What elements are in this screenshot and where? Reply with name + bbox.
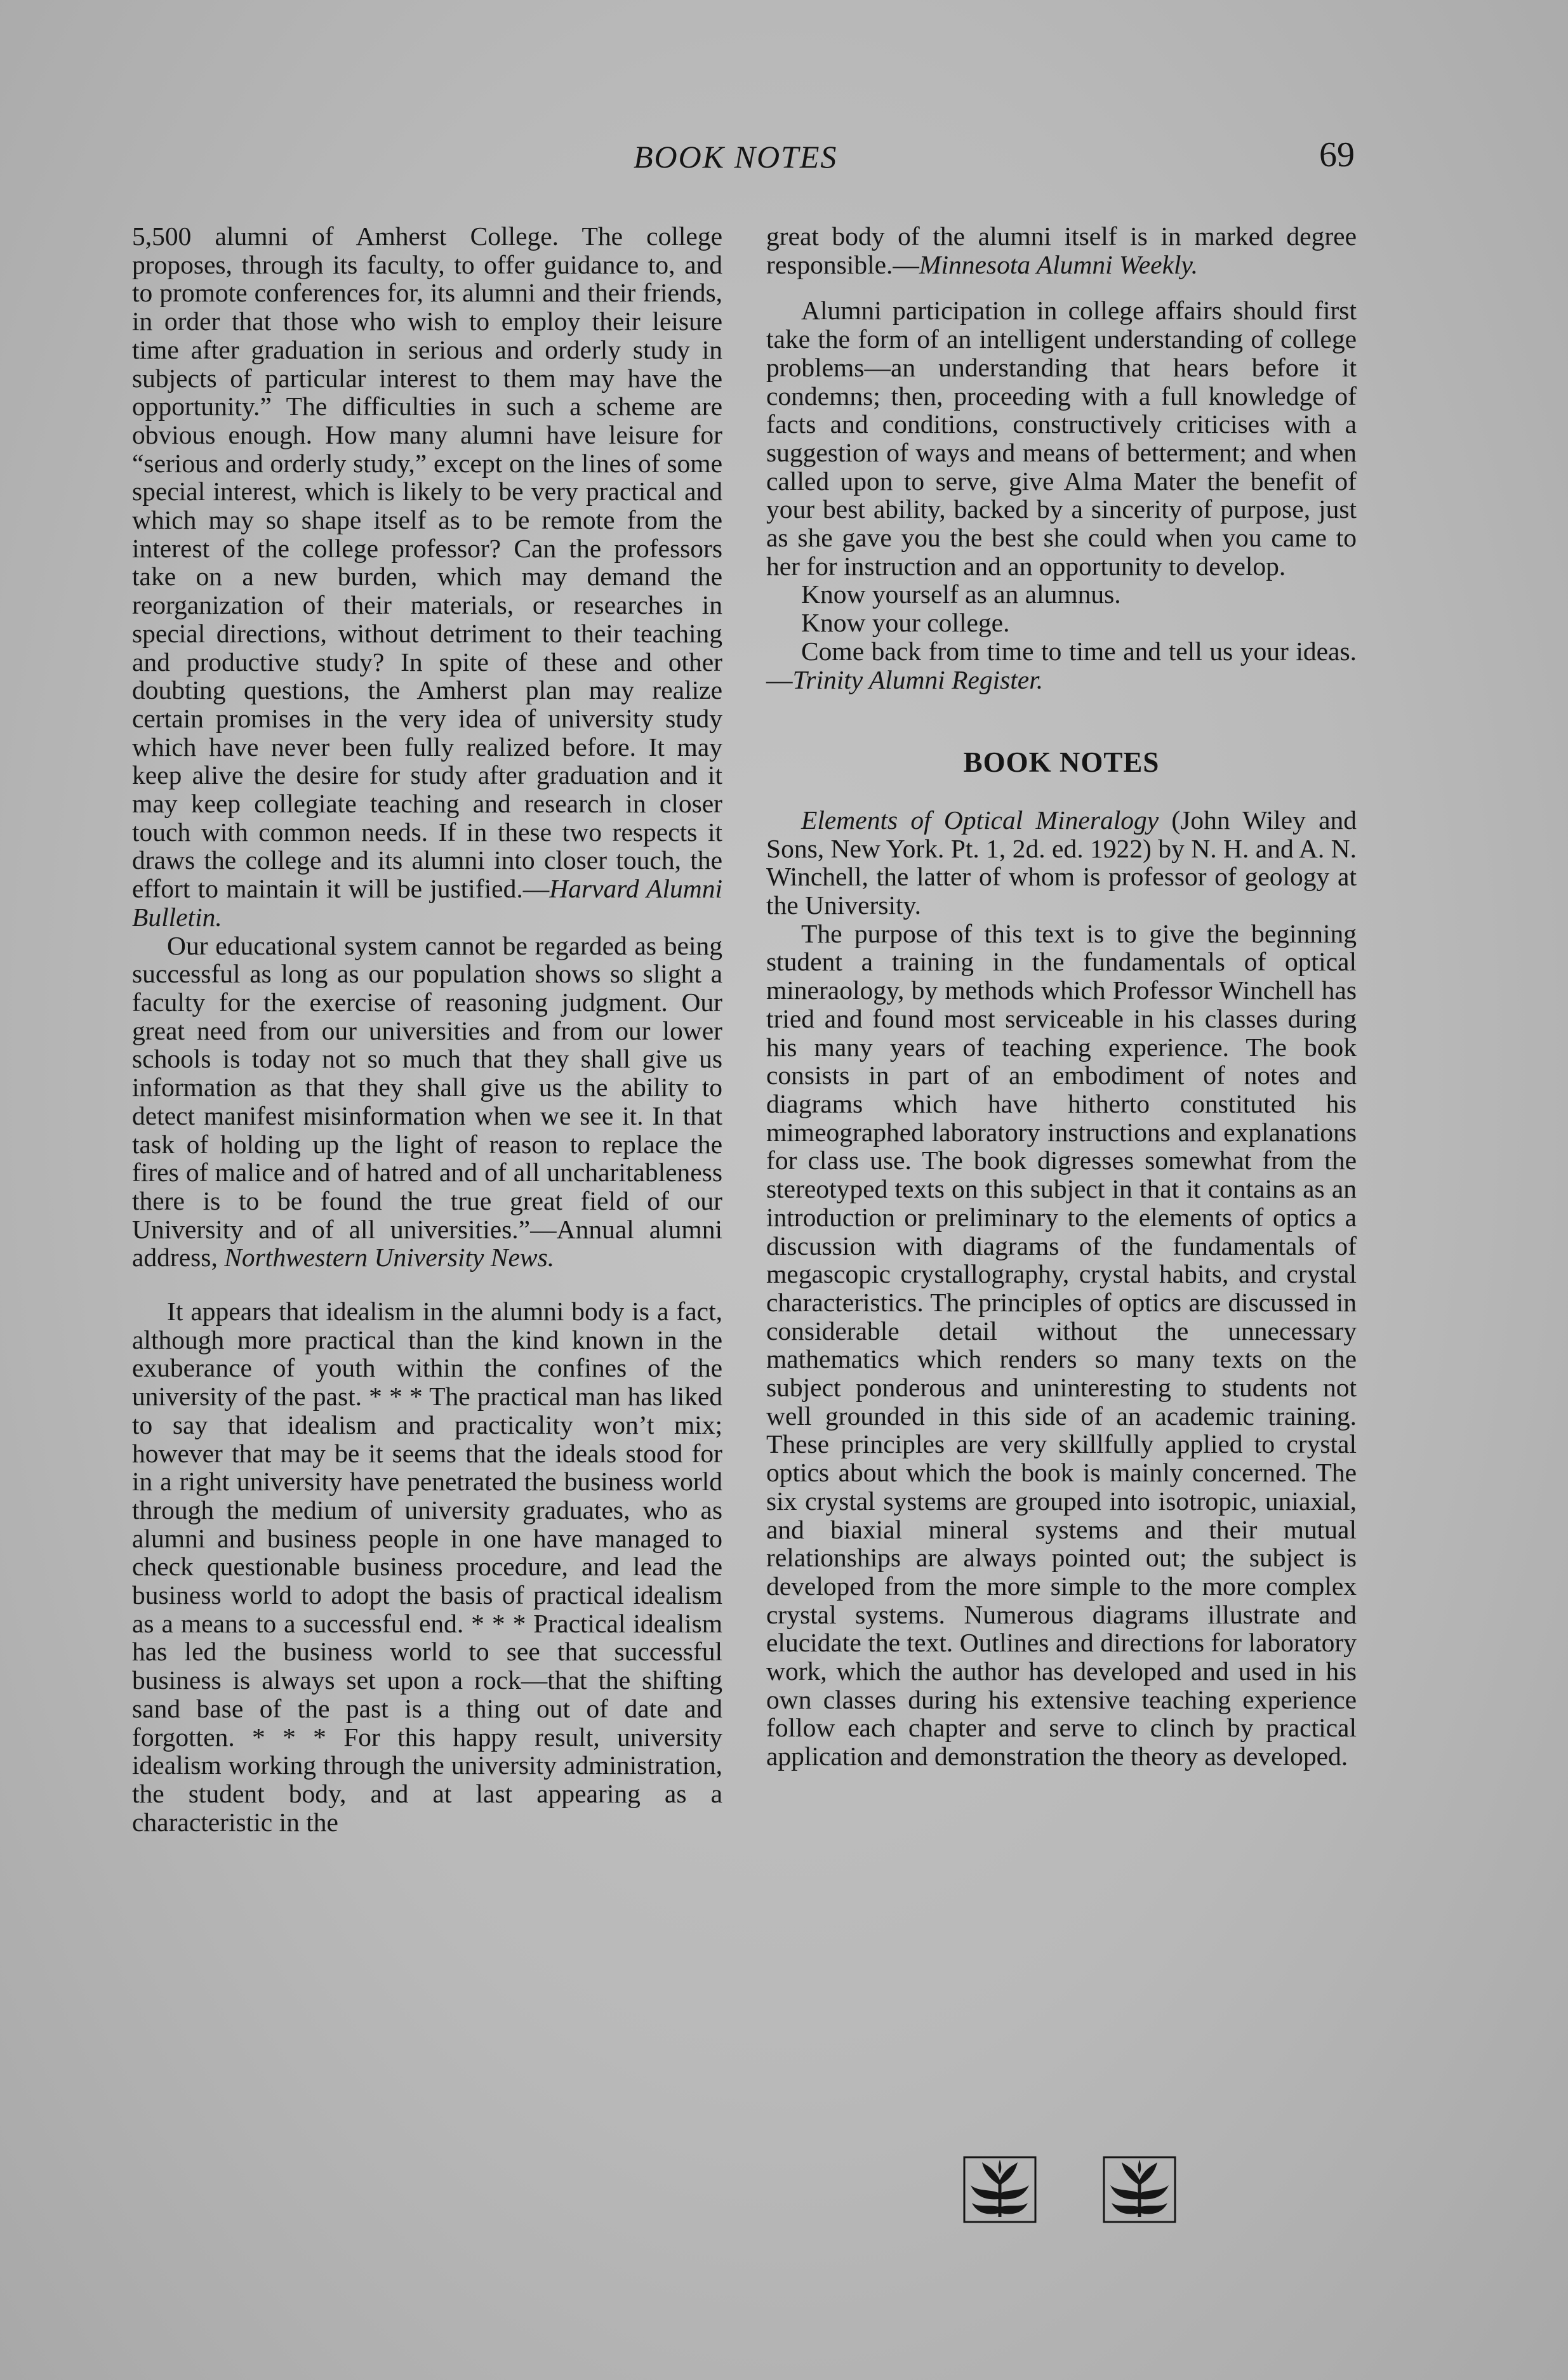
paragraph-text: The purpose of this text is to give the beginning student a training in the fundamentals of optical mineraology, by methods which Professor Winchell has tried and found most serviceable in his classes during his many years of teaching experience. The book consists in part of an embodiment of notes and diagrams which have hitherto constituted his mimeographed laboratory instructions and explanations for class use. The book digresses somewhat from the stereotyped texts on this subject in that it contains as an introduction or preliminary to the elements of optics a discussion with diagrams of the fundamentals of megascopic crystallography, crystal habits, and crystal characteristics. The principles of optics are discussed in considerable detail without the unnecessary mathematics which renders so many texts on the subject ponderous and uninteresting to students not well grounded in this side of an academic training. These principles are very skillfully applied to crystal optics about which the book is mainly concerned. The six crystal systems are grouped into isotropic, uniaxial, and biaxial mineral systems and their mutual relationships are always pointed out; the subject is developed from the more simple to the more complex crystal systems. Numerous diagrams illustrate and elucidate the text. Outlines and directions for laboratory work, which the author has developed and used in his own classes during his extensive teaching experience follow each chapter and serve to clinch by practical application and demonstration the theory as developed. bbox=[766, 918, 1357, 1771]
paragraph-text: great body of the alumni itself is in marked degree responsible.— bbox=[766, 221, 1357, 279]
paragraph-minnesota bbox=[766, 222, 1357, 279]
trinity-line-3 bbox=[766, 637, 1357, 694]
source-citation: Trinity Alumni Register. bbox=[792, 664, 1044, 694]
trinity-line-1: Know yourself as an alumnus. bbox=[801, 579, 1121, 609]
paragraph-text: 5,500 alumni of Amherst College. The college proposes, through its faculty, to offer guidance to, and to promote conferences for, its alumni and their friends, in order that those who wish to employ their leisure time after graduation in serious and orderly study in subjects of particular interest to them may have the opportunity.” The difficulties in such a scheme are obvious enough. How many alumni have leisure for “serious and orderly study,” except on the lines of some special interest, which is likely to be very practical and which may so shape itself as to be remote from the interest of the college professor? Can the professors take on a new burden, which may demand the reorganization of their materials, or researches in special directions, without detriment to their teaching and productive study? In spite of these and other doubting questions, the Amherst plan may realize certain promises in the very idea of university study which have never been fully realized before. It may keep alive the desire for study after graduation and it may keep collegiate teaching and research in closer touch with common needs. If in these two respects it draws the college and its alumni into closer touch, the effort to maintain it will be justified.— bbox=[132, 221, 722, 904]
book-title: Elements of Optical Mineralogy bbox=[801, 805, 1159, 835]
source-citation: Minnesota Alumni Weekly. bbox=[919, 249, 1199, 279]
paragraph-idealism bbox=[132, 1297, 722, 1836]
paragraph-northwestern bbox=[132, 932, 722, 1272]
paragraph-text: Alumni participation in college affairs should first take the form of an intelligent understanding of college problems—an understanding that hears before it condemns; then, proceeding with a full knowledge of facts and conditions, constructively criticises with a suggestion of ways and means of betterment; and when called upon to serve, give Alma Mater the benefit of your best ability, backed by a sincerity of purpose, just as she gave you the best she could when you came to her for instruction and an opportunity to develop. bbox=[766, 296, 1357, 581]
paragraph-amherst bbox=[132, 222, 722, 932]
paragraph-text: Come back from time to time and tell us your ideas.— bbox=[766, 636, 1357, 694]
ornament-pair bbox=[962, 2155, 1178, 2228]
paragraph-book-review bbox=[766, 920, 1357, 1771]
leaf-ornament-icon bbox=[962, 2155, 1038, 2225]
page-number: 69 bbox=[1319, 135, 1355, 175]
running-title: BOOK NOTES bbox=[634, 139, 838, 175]
trinity-line-2: Know your college. bbox=[801, 608, 1010, 638]
paragraph-trinity bbox=[766, 296, 1357, 580]
paragraph-text: Our educational system cannot be regarded as being successful as long as our population shows so slight a faculty for the exercise of reasoning judgment. Our great need from our universities and from our lower schools is today not so much that they shall give us information as that they shall give us the ability to detect manifest misinformation when we see it. In that task of holding up the light of reason to replace the fires of malice and of hatred and of all uncharitableness there is to be found the true great field of our University and of all universities.”—Annual alumni address, bbox=[132, 930, 722, 1273]
paragraph-book-citation bbox=[766, 806, 1357, 920]
right-column bbox=[766, 222, 1357, 1771]
source-citation: Northwestern University News. bbox=[224, 1243, 555, 1273]
left-column bbox=[132, 222, 722, 1836]
book-citation: (John Wiley and Sons, New York. Pt. 1, 2d. ed. 1922) by N. H. and A. N. Winchell, the latter of whom is professor of geology at the University. bbox=[766, 805, 1357, 920]
section-heading: BOOK NOTES bbox=[963, 746, 1160, 779]
source-citation: Harvard Alumni Bulletin. bbox=[132, 874, 723, 932]
leaf-ornament-icon bbox=[1101, 2155, 1178, 2225]
paragraph-text: It appears that idealism in the alumni body is a fact, although more practical than the kind known in the exuberance of youth within the confines of the university of the past. * * * The practical man has liked to say that idealism and practicality won’t mix; however that may be it seems that the ideals stood for in a right university have penetrated the business world through the medium of university graduates, who as alumni and business people in one have managed to check questionable business procedure, and lead the business world to adopt the basis of practical idealism as a means to a successful end. * * * Practical idealism has led the business world to see that successful business is always set upon a rock—that the shifting sand base of the past is a thing out of date and forgotten. * * * For this happy result, university idealism working through the university administration, the student body, and at last appearing as a characteristic in the bbox=[132, 1297, 722, 1837]
